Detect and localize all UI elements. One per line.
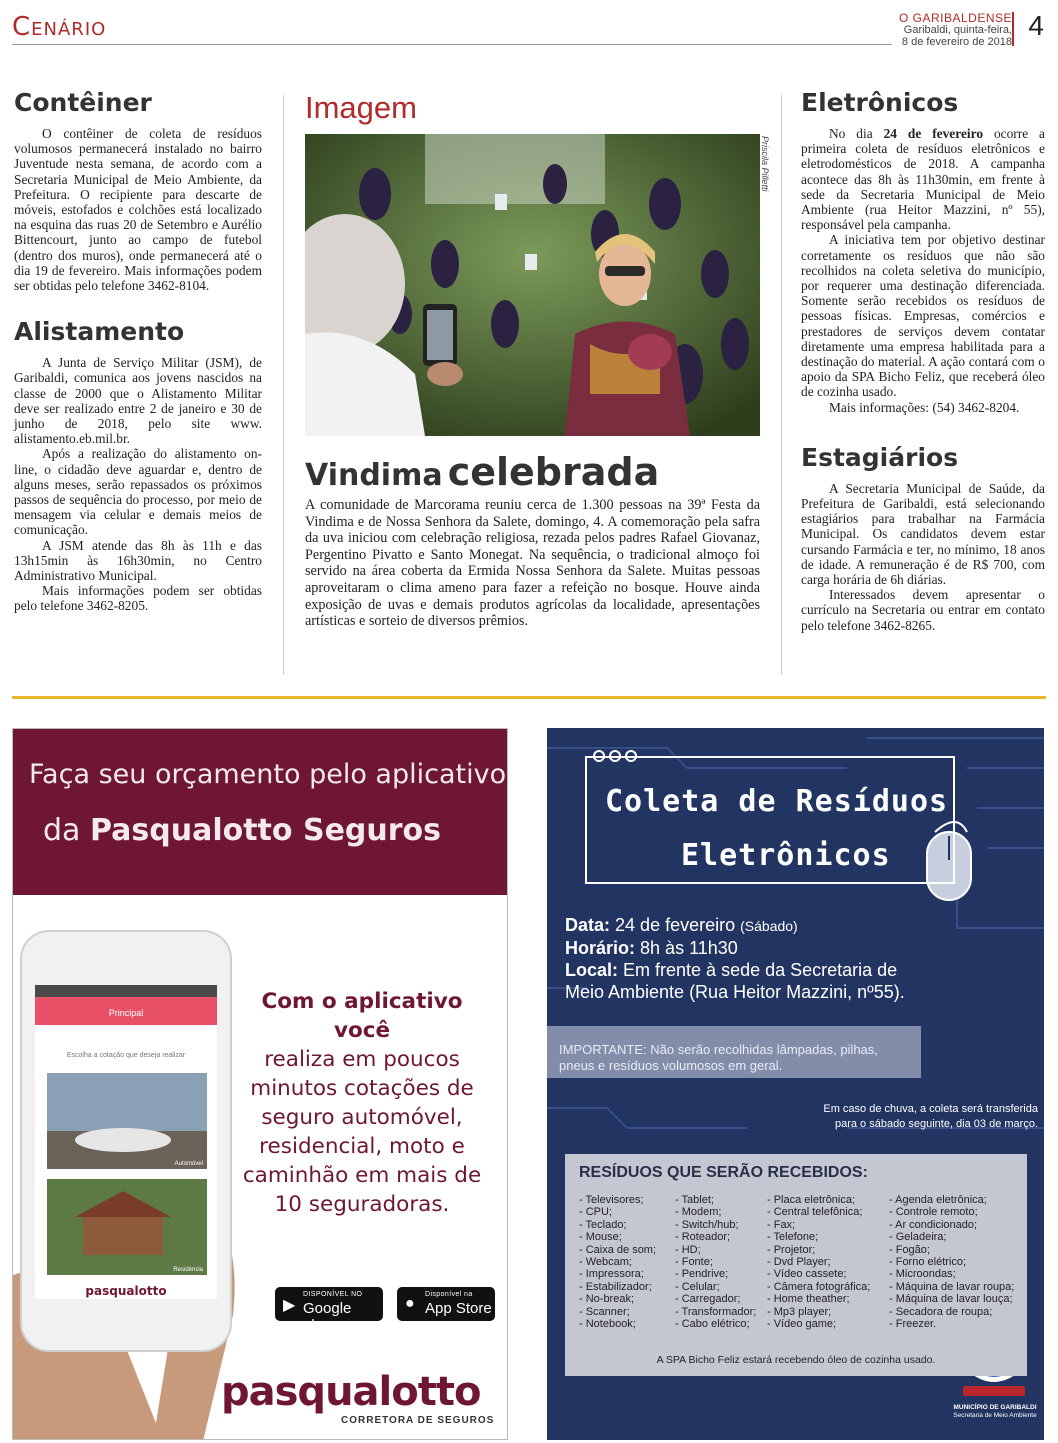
accepted-item: - Home theather; [767,1293,850,1306]
rain-notice: Em caso de chuva, a coleta será transferida para o sábado seguinte, dia 03 de março. [823,1103,1038,1130]
estagiarios-text-1: A Secretaria Municipal de Saúde, da Prefeitura de Garibaldi, está selecionando estagiários para trabalhar na Farmácia Municipal. Os candidatos devem estar cursando Farmácia e ter, no mínimo, 18 anos de idade. A remuneração é de R$ 700, com carga horária de 6h diárias. [801,480,1045,588]
conteiner-title: Contêiner [14,88,152,117]
accepted-item: - Transformador; [675,1305,757,1318]
section-divider [12,696,1046,699]
app-store-badge[interactable]: ● Disponível na App Store [397,1287,495,1321]
accepted-item: - Roteador; [675,1231,731,1244]
items-column-1 [579,1194,656,1330]
accepted-item: - Central telefônica; [767,1206,863,1219]
vindima-photo [305,134,760,436]
municipal-seal-text: MUNICÍPIO DE GARIBALDI Secretaria de Meio Ambiente [953,1404,1037,1419]
photo-illustration [305,134,760,436]
eletronicos-text-3: Mais informações: (54) 3462-8204. [829,399,1020,415]
accepted-item: - Caixa de som; [579,1243,657,1256]
accepted-item: - Placa eletrônica; [767,1194,856,1206]
date-line-1: Garibaldi, quinta-feira, [903,24,1012,36]
phone-prompt: Escolha a cotação que deseja realizar [66,1052,186,1059]
accepted-item: - Microondas; [889,1268,956,1281]
accepted-item: - Switch/hub; [675,1218,739,1231]
accepted-item: - Notebook; [579,1318,636,1331]
accepted-item: - Telefone; [767,1231,819,1244]
accepted-items-box [565,1154,1027,1376]
coleta-info [565,914,935,1003]
alistamento-text-1: A Junta de Serviço Militar (JSM), de Garibaldi, comunica aos jovens nascidos na classe de 2000 que o Alistamento Militar deve ser realizado entre 2 de janeiro e 30 de junho de 2018, pelo site www. alistamento.eb.mil.br. [14,355,262,447]
play-icon: ▶ [283,1297,296,1314]
headline-part-2: celebrada [447,450,660,494]
accepted-item: - Câmera fotográfica; [767,1280,871,1293]
alistamento-text-2: Após a realização do alistamento on-line, o cidadão deve aguardar e, dentro de alguns meses, serão repassados os próximos passos de sequência do processo, por meio de mensagem via celular e demais meios de comunicação. [14,446,262,538]
phone-card-1: Automóvel [174,1161,203,1167]
headline-part-1: Vindima [305,458,443,493]
accepted-item: - Vídeo cassete; [767,1268,847,1281]
important-notice: IMPORTANTE: Não serão recolhidas lâmpadas, pilhas, pneus e resíduos volumosos em geral. [547,1026,921,1078]
accepted-item: - Ar condicionado; [889,1218,978,1231]
accepted-item: - Pendrive; [675,1268,729,1281]
accepted-item: - Cabo elétrico; [675,1318,750,1331]
ad-line-1: Faça seu orçamento pelo aplicativo [29,759,507,790]
items-column-2 [675,1194,756,1330]
items-column-4 [889,1194,1014,1330]
eletronicos-text-2: A iniciativa tem por objetivo destinar corretamente os resíduos que não são recolhidos na coleta seletiva do município, por requerer uma destinação diferenciada. Somente serão recebidos os resíduos de pessoas físicas. Empresas, comércios e prestadores de serviços devem contatar diretamente uma empresa habilitada para a destinação do material. A ação contará com o apoio da SPA Bicho Feliz, que receberá óleo de cozinha usado. [801,232,1045,400]
pasqualotto-tagline: CORRETORA DE SEGUROS [341,1415,495,1426]
paper-name: O GARIBALDENSE [898,11,1012,25]
accepted-item: - Máquina de lavar louça; [889,1293,1013,1306]
alistamento-title: Alistamento [14,317,185,347]
accepted-items-title: RESÍDUOS QUE SERÃO RECEBIDOS: [579,1164,868,1181]
page-number: 4 [1028,10,1044,41]
accepted-item: - Freezer. [889,1318,937,1331]
accepted-item: - Televisores; [579,1194,644,1206]
accepted-item: - Fonte; [675,1256,713,1269]
apple-icon: ● [405,1295,415,1312]
accepted-item: - Impressora; [579,1268,644,1281]
google-play-badge[interactable]: ▶ DISPONÍVEL NO Google play [275,1287,383,1321]
conteiner-text: O contêiner de coleta de resíduos volumosos permanecerá instalado no bairro Juventude nesta semana, de acordo com a Secretaria Municipal de Meio Ambiente, da Prefeitura. O recipiente para descarte de móveis, estofados e colchões está localizado na esquina das ruas 20 de Setembro e Aurélio Bittencourt, junto ao campo de futebol (dentro dos muros), onde permanecerá até o dia 19 de fevereiro. Mais informações podem ser obtidas pelo telefone 3462-8104. [14,126,262,294]
estagiarios-text-2: Interessados devem apresentar o currículo na Secretaria ou entrar em contato pelo telefone 3462-8265. [801,587,1045,633]
header-rule [12,44,892,45]
pitch-lead: Com o aplicativo você [261,989,463,1043]
accepted-item: - Teclado; [579,1218,627,1231]
accepted-item: - Mp3 player; [767,1305,832,1318]
ad-pitch [231,987,493,1219]
masthead [899,12,1012,48]
accepted-item: - No-break; [579,1293,635,1306]
accepted-item: - HD; [675,1243,701,1256]
alistamento-text-4: Mais informações podem ser obtidas pelo telefone 3462-8205. [14,583,262,614]
accepted-item: - Modem; [675,1206,722,1219]
items-column-3 [767,1194,870,1330]
estagiarios-title: Estagiários [801,442,959,472]
accepted-item: - Máquina de lavar roupa; [889,1280,1015,1293]
eletronicos-text-1: No dia 24 de fevereiro ocorre a primeira coleta de resíduos eletrônicos e eletrodomésticos de 2018. A campanha acontece das 8h às 11h30min, em frente à sede da Secretaria Municipal de Meio Ambiente (rua Heitor Mazzini, nº 55), responsável pela campanha. [801,126,1046,233]
phone-header: Principal [108,1008,144,1018]
page-number-bar [1012,12,1014,46]
accepted-item: - Dvd Player; [767,1256,831,1269]
accepted-item: - Controle remoto; [889,1206,978,1219]
headline [305,450,659,494]
coleta-time: Horário: 8h às 11h30 [565,938,738,958]
accepted-item: - Webcam; [579,1256,632,1269]
accepted-item: - Mouse; [579,1231,622,1244]
photo-credit: Priscila Pilletti [760,136,770,192]
ad-line-2: da Pasqualotto Seguros [43,813,442,848]
accepted-item: - Forno elétrico; [889,1256,967,1269]
eletronicos-date: 24 de fevereiro [883,126,984,141]
section-title: Cenário [12,12,107,42]
alistamento-text-3: A JSM atende das 8h às 11h e das 13h15min às 16h30min, no Centro Administrativo Municipal. [14,537,262,584]
accepted-item: - Scanner; [579,1305,630,1318]
accepted-item: - Agenda eletrônica; [889,1194,987,1206]
accepted-item: - Projetor; [767,1243,816,1256]
accepted-item: - Vídeo game; [767,1318,837,1331]
coleta-title-1: Coleta de Resíduos [605,784,949,819]
page-header [0,0,1058,50]
coleta-date: Data: 24 de fevereiro (Sábado) [565,915,798,935]
phone-card-2: Residência [173,1267,203,1273]
accepted-item: - Geladeira; [889,1231,947,1244]
phone-mockup [13,895,253,1440]
spa-notice: A SPA Bicho Feliz estará recebendo óleo de cozinha usado. [656,1354,936,1366]
eletronicos-title: Eletrônicos [801,88,959,117]
date-line-2: 8 de fevereiro de 2018 [901,36,1012,48]
accepted-item: - Celular; [675,1280,720,1293]
accepted-item: - Tablet; [675,1194,714,1206]
coleta-title-2: Eletrônicos [681,838,891,873]
accepted-item: - Secadora de roupa; [889,1305,993,1318]
coleta-place: Local: Em frente à sede da Secretaria de Meio Ambiente (Rua Heitor Mazzini, nº55). [565,960,905,1002]
pasqualotto-logo: pasqualotto [221,1369,481,1415]
accepted-item: - Estabilizador; [579,1280,652,1293]
right-column [801,88,1045,633]
column-divider-2 [781,95,782,675]
column-divider-1 [283,95,284,675]
accepted-item: - CPU; [579,1206,612,1219]
accepted-item: - Carregador; [675,1293,741,1306]
vindima-story: A comunidade de Marcorama reuniu cerca de 1.300 pessoas na 39ª Festa da Vindima e de Nossa Senhora da Salete, domingo, 4. A comemoração pela safra da uva iniciou com celebração religiosa, rezada pelos padres Rafael Giovanaz, Pergentino Pivatto e Santo Monegat. Na sequência, o tradicional almoço foi servido na área coberta da Ermida Nossa Senhora da Salete. Muitas pessoas aproveitaram o clima ameno para fazer a refeição no bosque. Houve ainda exposição de uvas e demais produtos agrícolas da localidade, apresentações artísticas e sorteio de diversos prêmios. [305,497,760,630]
phone-brand: pasqualotto [85,1284,167,1298]
coleta-ad [547,728,1044,1440]
ad-banner [13,729,507,895]
imagem-section-title: Imagem [305,90,417,125]
accepted-item: - Fogão; [889,1243,930,1256]
pitch-text: realiza em poucos minutos cotações de seguro automóvel, residencial, moto e caminhão em mais de 10 seguradoras. [242,1047,482,1217]
pasqualotto-ad [12,728,508,1440]
accepted-item: - Fax; [767,1218,796,1231]
left-column [14,88,262,614]
